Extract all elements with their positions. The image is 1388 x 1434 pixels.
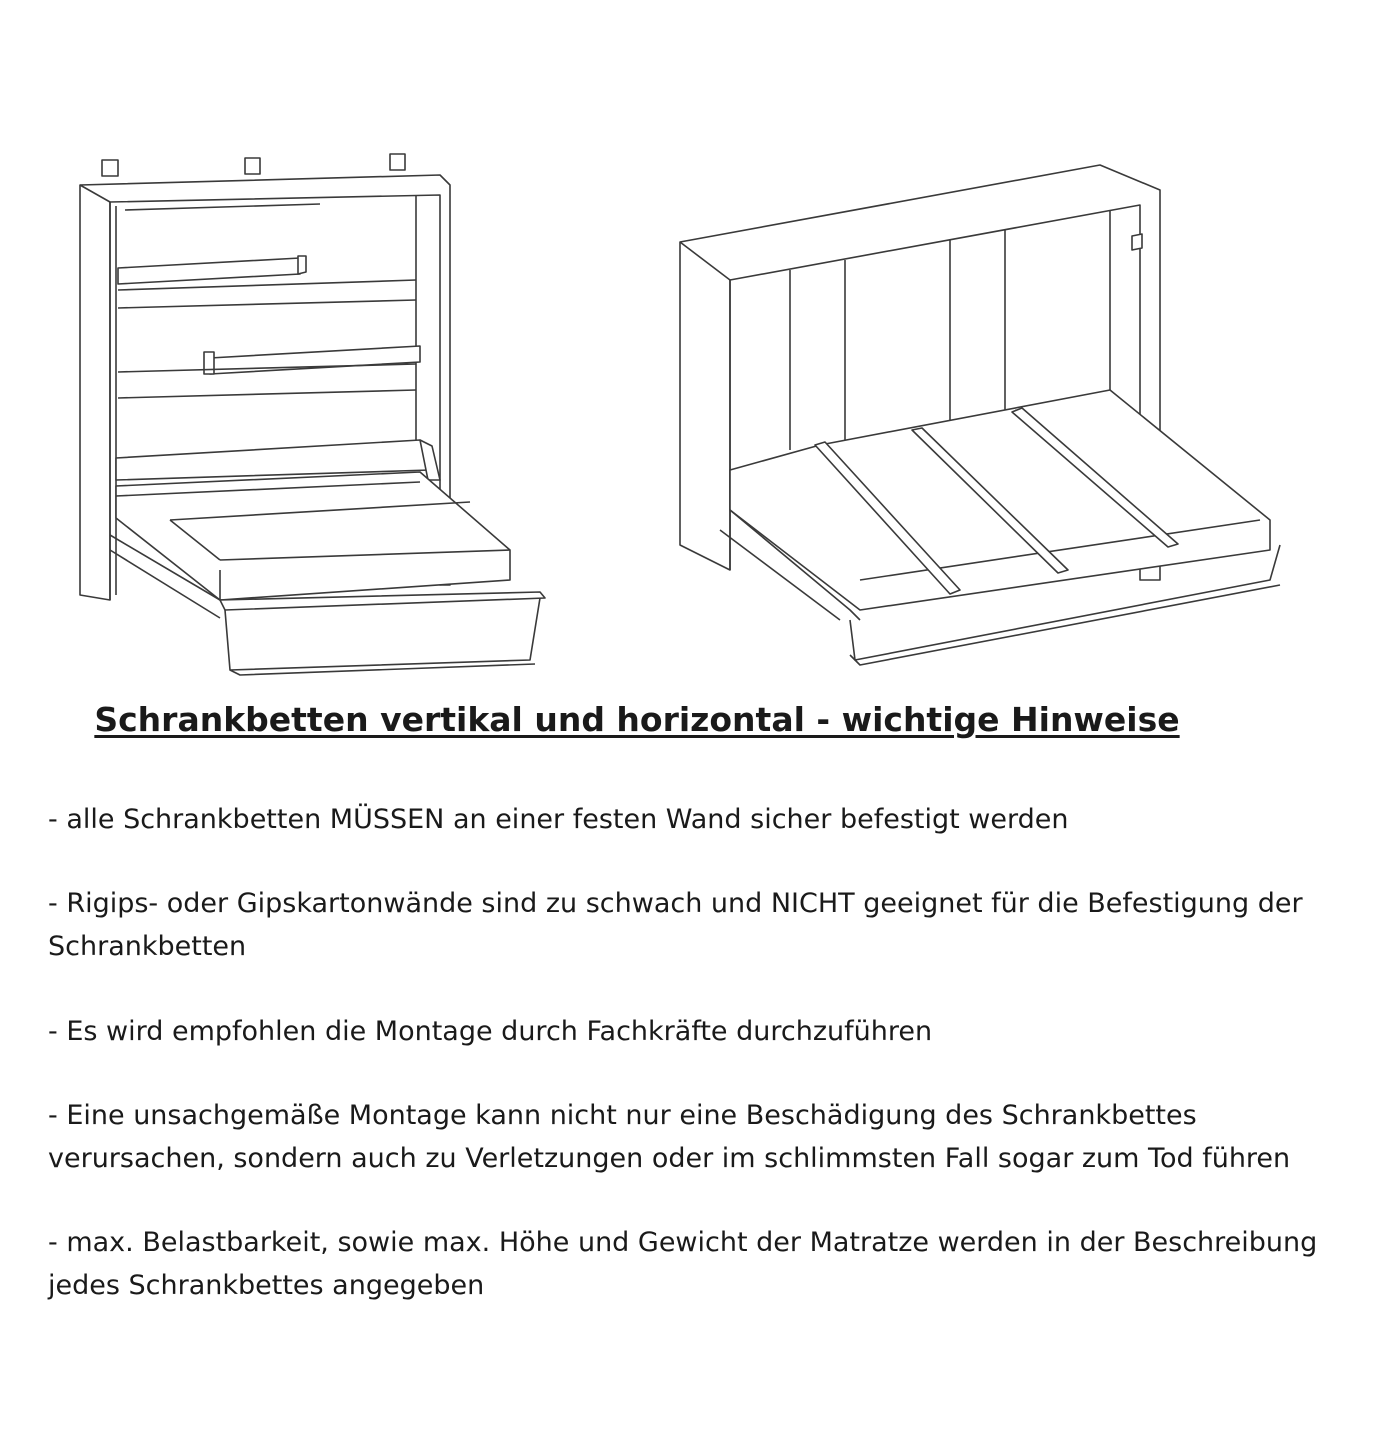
wall-bracket	[102, 160, 118, 176]
illustration-area	[0, 0, 1388, 690]
note-item: - Es wird empfohlen die Montage durch Fachkräfte durchzuführen	[48, 1016, 933, 1047]
vertical-wall-bed-drawing	[70, 140, 560, 680]
page-title: Schrankbetten vertikal und horizontal - wichtige Hinweise	[94, 700, 1180, 739]
horizontal-wall-bed-drawing	[660, 150, 1290, 680]
wall-bracket	[390, 154, 405, 170]
note-item: - Eine unsachgemäße Montage kann nicht nur eine Beschädigung des Schrankbettes verursachen, sondern auch zu Verletzungen oder im schlimmsten Fall sogar zum Tod führen	[48, 1100, 1291, 1174]
strap	[118, 258, 300, 284]
wall-bracket	[245, 158, 260, 174]
note-item: - max. Belastbarkeit, sowie max. Höhe und Gewicht der Matratze werden in der Beschreibung jedes Schrankbettes angegeben	[48, 1227, 1318, 1301]
mattress	[116, 472, 510, 600]
notes-list	[48, 798, 1368, 1348]
note-item: - Rigips- oder Gipskartonwände sind zu schwach und NICHT geeignet für die Befestigung der Schrankbetten	[48, 888, 1303, 962]
note-item: - alle Schrankbetten MÜSSEN an einer festen Wand sicher befestigt werden	[48, 804, 1069, 835]
bracket	[1132, 234, 1142, 250]
strap	[210, 346, 420, 374]
